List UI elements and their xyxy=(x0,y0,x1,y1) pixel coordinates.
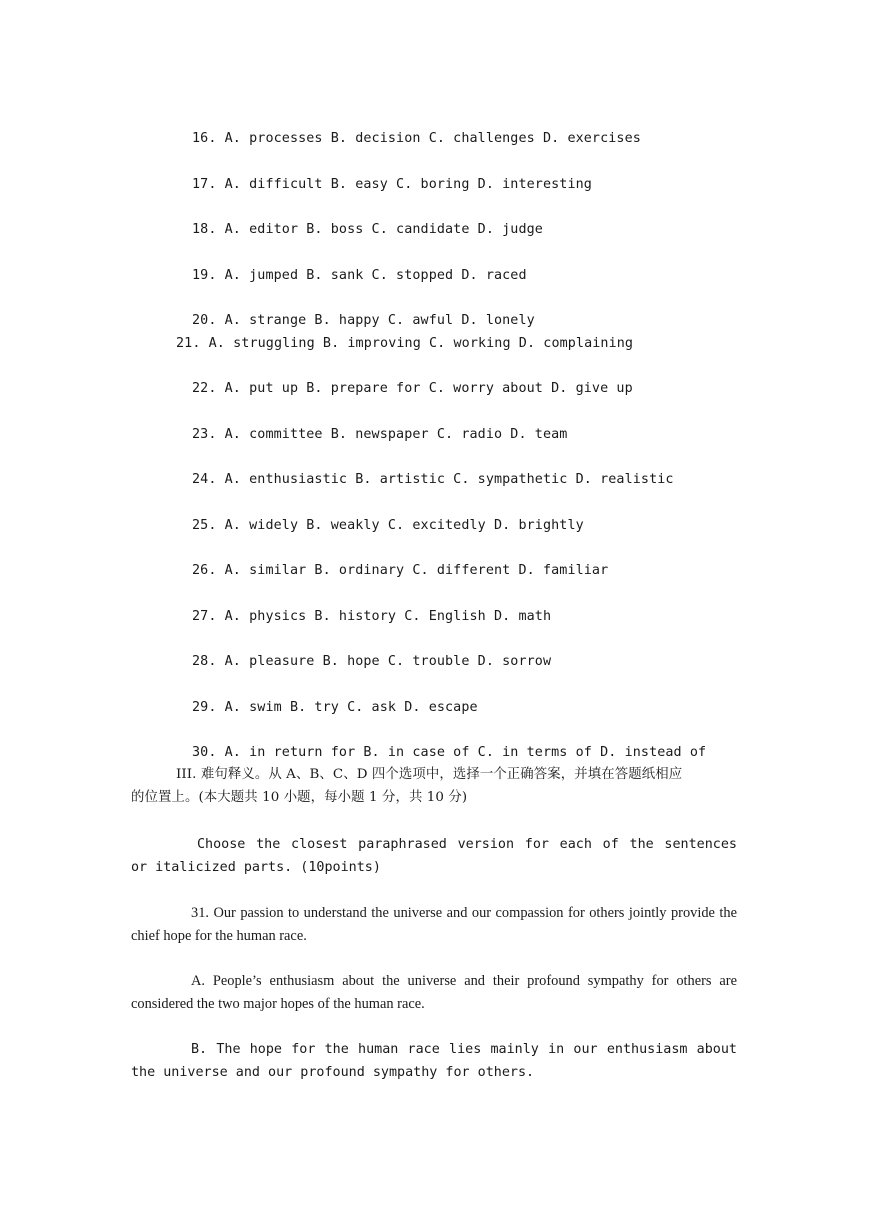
section-heading-line1: III. 难句释义。从 A、B、C、D 四个选项中，选择一个正确答案，并填在答题纸相应 xyxy=(176,767,683,782)
option-a: A. People’s enthusiasm about the universe and their profound sympathy for others are considered the two major hopes of the human race. xyxy=(131,973,737,1012)
question-18: 18. A. editor B. boss C. candidate D. judge xyxy=(192,222,543,237)
question-24: 24. A. enthusiastic B. artistic C. sympathetic D. realistic xyxy=(192,472,674,487)
question-29: 29. A. swim B. try C. ask D. escape xyxy=(192,700,478,715)
section-instruction: Choose the closest paraphrased version for each of the sentences or italicized parts. (10points) xyxy=(131,837,737,875)
section-heading-line2: 的位置上。(本大题共 10 小题，每小题 1 分，共 10 分) xyxy=(131,790,468,805)
question-19: 19. A. jumped B. sank C. stopped D. raced xyxy=(192,268,527,283)
question-23: 23. A. committee B. newspaper C. radio D. team xyxy=(192,427,568,442)
question-22: 22. A. put up B. prepare for C. worry about D. give up xyxy=(192,381,633,396)
question-30: 30. A. in return for B. in case of C. in terms of D. instead of xyxy=(192,745,707,760)
question-20: 20. A. strange B. happy C. awful D. lonely xyxy=(192,313,535,328)
question-31: 31. Our passion to understand the universe and our compassion for others jointly provide the chief hope for the human race. xyxy=(131,905,737,944)
question-26: 26. A. similar B. ordinary C. different D. familiar xyxy=(192,563,609,578)
question-21: 21. A. struggling B. improving C. working D. complaining xyxy=(176,336,634,351)
question-25: 25. A. widely B. weakly C. excitedly D. brightly xyxy=(192,518,584,533)
question-28: 28. A. pleasure B. hope C. trouble D. sorrow xyxy=(192,654,552,669)
question-27: 27. A. physics B. history C. English D. math xyxy=(192,609,552,624)
option-b: B. The hope for the human race lies mainly in our enthusiasm about the universe and our profound sympathy for others. xyxy=(131,1042,737,1080)
question-17: 17. A. difficult B. easy C. boring D. interesting xyxy=(192,177,592,192)
question-16: 16. A. processes B. decision C. challenges D. exercises xyxy=(192,131,641,146)
